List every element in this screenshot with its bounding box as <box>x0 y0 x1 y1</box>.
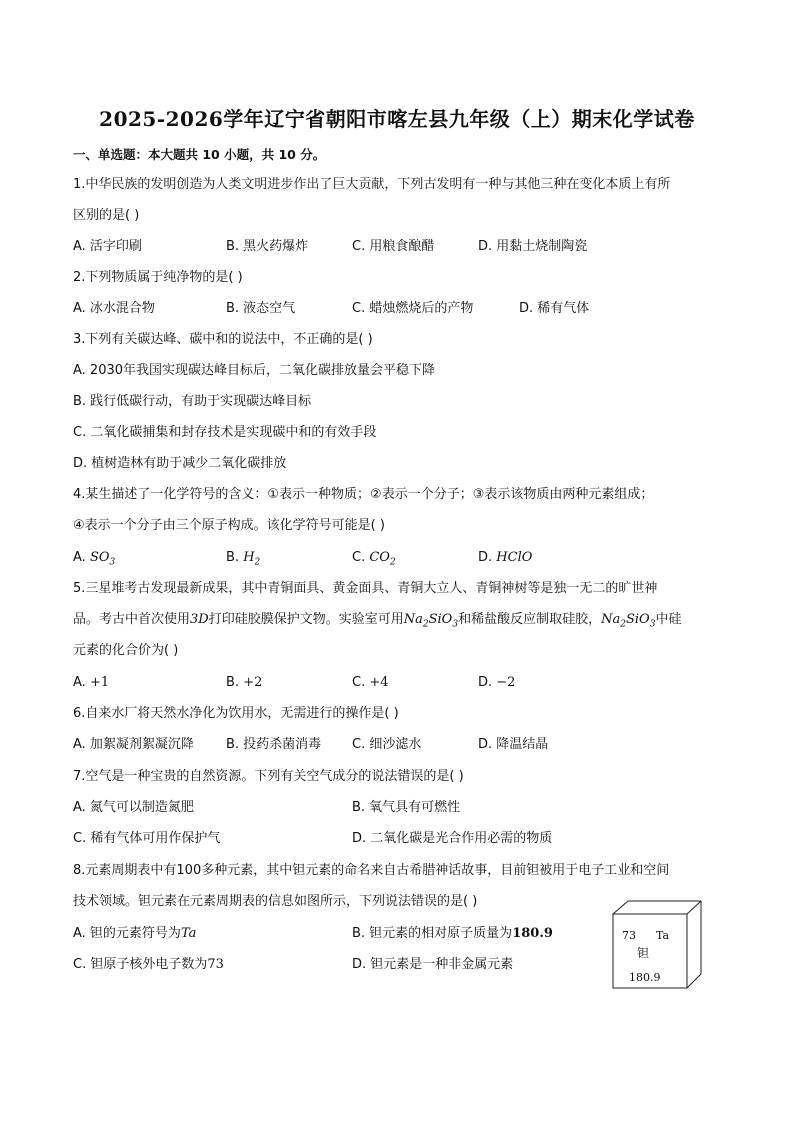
question-1-option-d: D. 用黏土烧制陶瓷 <box>478 239 588 254</box>
question-6-option-a: A. 加絮凝剂絮凝沉降 <box>73 737 194 752</box>
question-7-option-c: C. 稀有气体可用作保护气 <box>73 831 221 846</box>
question-4-option-b: B. $H_2$ <box>226 550 261 568</box>
question-1-stem-line-2: 区别的是( ) <box>73 208 140 223</box>
question-6-option-b: B. 投药杀菌消毒 <box>226 737 322 752</box>
question-6-option-d: D. 降温结晶 <box>478 737 549 752</box>
question-8-option-a: A. 钽的元素符号为Ta <box>73 926 197 941</box>
element-card-number: 73 <box>622 929 636 942</box>
question-2-stem: 2.下列物质属于纯净物的是( ) <box>73 270 243 285</box>
question-7-option-b: B. 氧气具有可燃性 <box>352 800 461 815</box>
question-4-stem-line-1: 4.某生描述了一化学符号的含义：①表示一种物质；②表示一个分子；③表示该物质由两种元素组成； <box>73 487 654 502</box>
element-card-mass: 180.9 <box>629 971 661 984</box>
question-5-option-d: D. −2 <box>478 675 516 690</box>
question-3-option-d: D. 植树造林有助于减少二氧化碳排放 <box>73 456 287 471</box>
question-8-option-c: C. 钽原子核外电子数为73 <box>73 957 224 972</box>
question-4-stem-line-2: ④表示一个分子由三个原子构成。该化学符号可能是( ) <box>73 518 385 533</box>
question-5-option-a: A. +1 <box>73 675 110 690</box>
question-1-option-a: A. 活字印刷 <box>73 239 142 254</box>
question-2-option-d: D. 稀有气体 <box>519 301 590 316</box>
question-3-stem: 3.下列有关碳达峰、碳中和的说法中，不正确的是( ) <box>73 332 373 347</box>
question-6-option-c: C. 细沙滤水 <box>352 737 422 752</box>
question-6-stem: 6.自来水厂将天然水净化为饮用水，无需进行的操作是( ) <box>73 706 399 721</box>
question-4-option-a: A. $SO_3$ <box>73 550 116 568</box>
question-2-option-b: B. 液态空气 <box>226 301 296 316</box>
question-4-option-d: D. HClO <box>478 550 533 565</box>
question-1-option-c: C. 用粮食酿醋 <box>352 239 435 254</box>
question-2-option-c: C. 蜡烛燃烧后的产物 <box>352 301 474 316</box>
question-7-option-d: D. 二氧化碳是光合作用必需的物质 <box>352 831 553 846</box>
element-card-tantalum <box>612 900 702 990</box>
question-5-stem-line-1: 5.三星堆考古发现最新成果，其中青铜面具、黄金面具、青铜大立人、青铜神树等是独一无二的旷世神 <box>73 581 658 596</box>
question-5-option-b: B. +2 <box>226 675 263 690</box>
question-7-stem: 7.空气是一种宝贵的自然资源。下列有关空气成分的说法错误的是( ) <box>73 769 464 784</box>
element-card-corner-edge <box>687 901 701 914</box>
element-card-symbol: Ta <box>656 929 670 942</box>
question-1-stem-line-1: 1.中华民族的发明创造为人类文明进步作出了巨大贡献，下列古发明有一种与其他三种在变化本质上有所 <box>73 177 671 192</box>
question-3-option-a: A. 2030年我国实现碳达峰目标后，二氧化碳排放量会平稳下降 <box>73 363 436 378</box>
question-3-option-b: B. 践行低碳行动，有助于实现碳达峰目标 <box>73 394 312 409</box>
question-8-option-b: B. 钽元素的相对原子质量为180.9 <box>352 926 553 941</box>
question-8-stem-line-2: 技术领域。钽元素在元素周期表的信息如图所示，下列说法错误的是( ) <box>73 894 478 909</box>
question-8-stem-line-1: 8.元素周期表中有100多种元素，其中钽元素的命名来自古希腊神话故事，目前钽被用于电子工业和空间 <box>73 863 670 878</box>
question-4-option-c: C. $CO_2$ <box>352 550 396 568</box>
question-8-option-d: D. 钽元素是一种非金属元素 <box>352 957 514 972</box>
element-card-name: 钽 <box>637 946 650 960</box>
question-7-option-a: A. 氮气可以制造氮肥 <box>73 800 194 815</box>
exam-title: 2025-2026学年辽宁省朝阳市喀左县九年级（上）期末化学试卷 <box>99 107 695 131</box>
question-5-stem-line-3: 元素的化合价为( ) <box>73 643 179 658</box>
question-5-stem-line-2: 品。考古中首次使用3D打印硅胶膜保护文物。实验室可用$Na_2SiO_3$和稀盐酸反应制取硅胶，$Na_2SiO_3$中硅 <box>73 612 682 630</box>
section-heading: 一、单选题：本大题共 10 小题，共 10 分。 <box>73 147 326 162</box>
question-3-option-c: C. 二氧化碳捕集和封存技术是实现碳中和的有效手段 <box>73 425 377 440</box>
question-5-option-c: C. +4 <box>352 675 389 690</box>
question-1-option-b: B. 黑火药爆炸 <box>226 239 309 254</box>
question-2-option-a: A. 冰水混合物 <box>73 301 155 316</box>
